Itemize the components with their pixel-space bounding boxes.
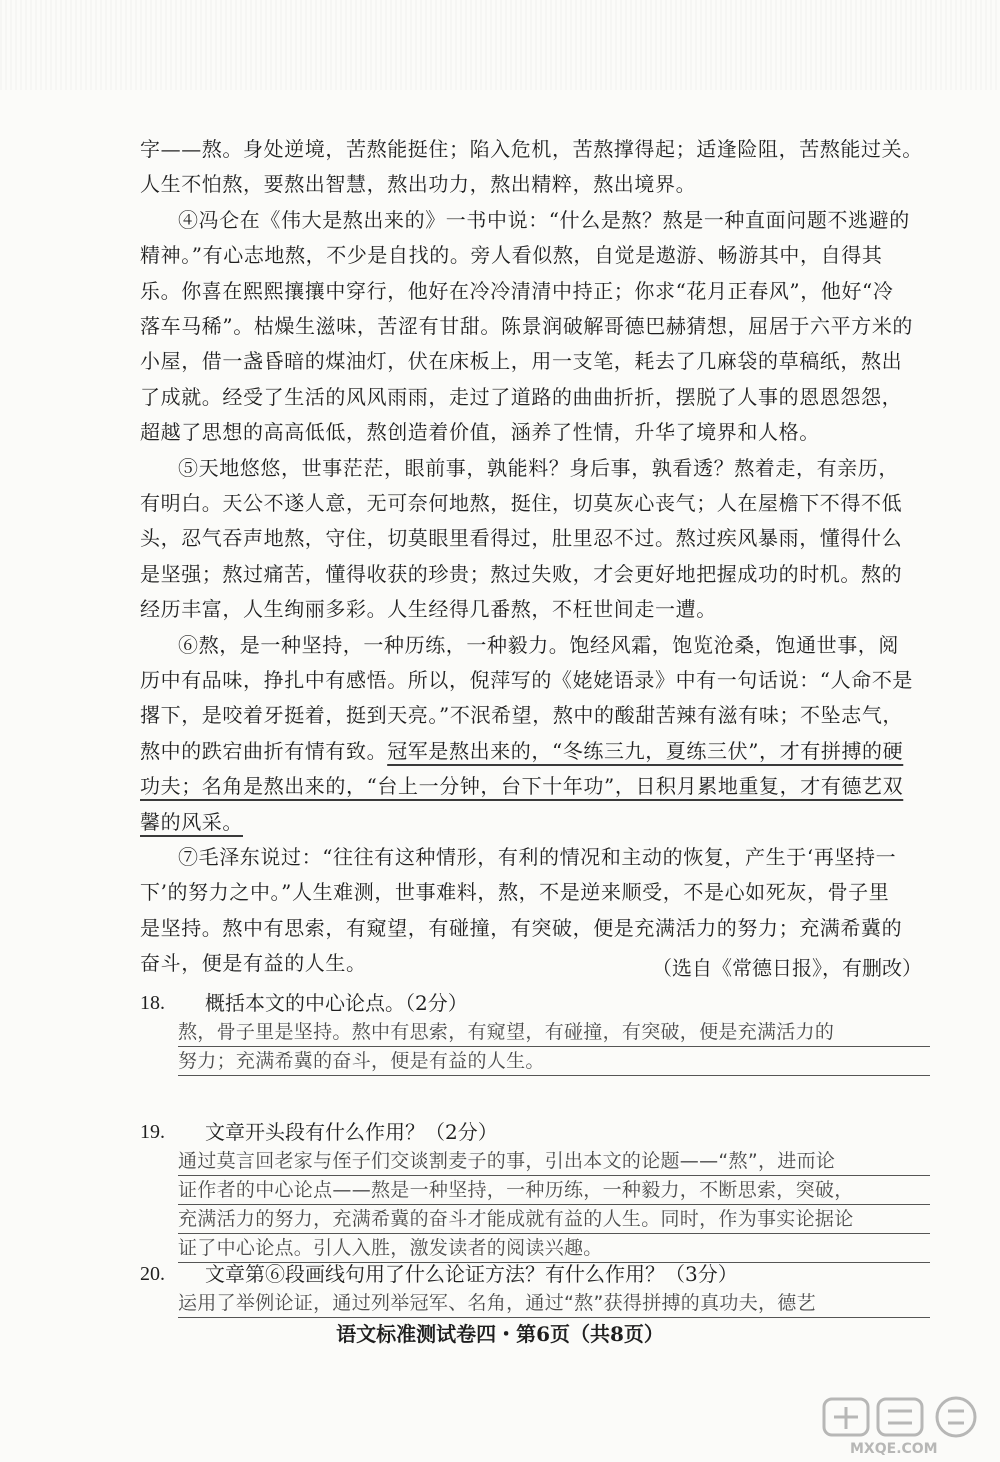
passage-line	[140, 874, 930, 910]
passage-text: 超越了思想的高高低低，熬创造着价值，涵养了性情，升华了境界和人格。	[140, 420, 820, 445]
passage-line	[140, 804, 930, 840]
question-text: 概括本文的中心论点。（2分）	[205, 991, 468, 1015]
passage-text: 熬中的跌宕曲折有情有致。	[140, 738, 388, 763]
passage-text: ⑥熬，是一种坚持，一种历练，一种毅力。饱经风霜，饱览沧桑，饱通世事，阅	[178, 632, 899, 657]
passage-text: 历中有品味，挣扎中有感悟。所以，倪萍写的《姥姥语录》中有一句话说：“人命不是	[140, 668, 914, 692]
passage-text: ⑦毛泽东说过：“往往有这种情形，有利的情况和主动的恢复，产生于‘再坚持一	[178, 845, 897, 869]
passage-text: 了成就。经受了生活的风风雨雨，走过了道路的曲曲折折，摆脱了人事的恩恩怨怨，	[140, 384, 903, 409]
passage-text: 人生不怕熬，要熬出智慧，熬出功力，熬出精粹，熬出境界。	[140, 172, 697, 197]
passage-text: 字——熬。身处逆境，苦熬能挺住；陷入危机，苦熬撑得起；适逢险阻，苦熬能过关。	[140, 137, 923, 161]
passage-text: ④冯仑在《伟大是熬出来的》一书中说：“什么是熬？熬是一种直面问题不逃避的	[178, 207, 910, 232]
watermark-logo	[820, 1395, 990, 1457]
passage-line	[140, 379, 930, 415]
passage-line	[140, 308, 930, 344]
passage-line	[178, 202, 930, 238]
passage-text: 小屋，借一盏昏暗的煤油灯，伏在床板上，用一支笔，耗去了几麻袋的草稿纸，熬出	[140, 349, 903, 374]
underlined-sentence: 冠军是熬出来的，“冬练三九，夏练三伏”，才有拼搏的硬	[387, 738, 904, 763]
passage-line	[140, 556, 930, 592]
passage-text: 撂下，是咬着牙挺着，挺到天亮。”不泯希望，熬中的酸甜苦辣有滋有味；不坠志气，	[140, 703, 904, 728]
passage-text: 乐。你喜在熙熙攘攘中穿行，他好在冷冷清清中持正；你求“花月正春风”，他好“冷	[140, 278, 894, 303]
passage-line	[140, 414, 930, 450]
passage-line	[140, 697, 930, 733]
source-citation: （选自《常德日报》，有删改）	[652, 956, 922, 980]
passage-line	[140, 733, 930, 769]
passage-line	[140, 591, 930, 627]
answer-line: 证了中心论点。引人入胜，激发读者的阅读兴趣。	[178, 1234, 930, 1263]
answer-line: 努力；充满希冀的奋斗，便是有益的人生。	[178, 1047, 930, 1076]
passage-line	[140, 662, 930, 698]
passage-text: 落车马稀”。枯燥生滋味，苦涩有甘甜。陈景润破解哥德巴赫猜想，屈居于六平方米的	[140, 314, 914, 338]
passage-line	[140, 520, 930, 556]
answer-line: 熬，骨子里是坚持。熬中有思索，有窥望，有碰撞，有突破，便是充满活力的	[178, 1018, 930, 1047]
question-number: 20.	[140, 1263, 165, 1285]
answer-line: 充满活力的努力，充满希冀的奋斗才能成就有益的人生。同时，作为事实论据论	[178, 1205, 930, 1234]
passage-line	[140, 131, 930, 167]
passage-line	[140, 166, 930, 202]
passage-text: 下’的努力之中。”人生难测，世事难料，熬，不是逆来顺受，不是心如死灰，骨子里	[140, 880, 890, 905]
passage-text: 是坚持。熬中有思索，有窥望，有碰撞，有突破，便是充满活力的努力；充满希冀的	[140, 915, 903, 940]
answer-line: 运用了举例论证，通过列举冠军、名角，通过“熬”获得拼搏的真功夫，德艺	[178, 1289, 930, 1318]
question-number: 19.	[140, 1121, 165, 1143]
passage-line	[140, 343, 930, 379]
svg-text:MXQE.COM: MXQE.COM	[850, 1441, 938, 1457]
passage-text: 奋斗，便是有益的人生。	[140, 951, 367, 976]
passage-text: 经历丰富，人生绚丽多彩。人生经得几番熬，不枉世间走一遭。	[140, 597, 717, 622]
underlined-sentence: 功夫；名角是熬出来的，“台上一分钟，台下十年功”，日积月累地重复，才有德艺双	[140, 774, 904, 799]
passage-line	[178, 627, 930, 663]
question-number: 18.	[140, 992, 165, 1014]
passage-line	[140, 768, 930, 804]
passage-line	[140, 485, 930, 521]
answer-line: 通过莫言回老家与侄子们交谈割麦子的事，引出本文的论题——“熬”，进而论	[178, 1147, 930, 1176]
passage-text: 是坚强；熬过痛苦，懂得收获的珍贵；熬过失败，才会更好地把握成功的时机。熬的	[140, 561, 903, 586]
passage-text: 精神。”有心志地熬，不少是自找的。旁人看似熬，自觉是遨游、畅游其中，自得其	[140, 243, 883, 268]
page-footer: 语文标准测试卷四・第6页（共8页）	[336, 1322, 664, 1346]
passage-line	[178, 839, 930, 875]
passage-line	[140, 237, 930, 273]
passage-line	[140, 273, 930, 309]
scan-noise	[0, 0, 1000, 90]
passage-text: ⑤天地悠悠，世事茫茫，眼前事，孰能料？身后事，孰看透？熬着走，有亲历，	[178, 455, 899, 480]
answer-line: 证作者的中心论点——熬是一种坚持，一种历练，一种毅力，不断思索，突破，	[178, 1176, 930, 1205]
passage-text: 有明白。天公不遂人意，无可奈何地熬，挺住，切莫灰心丧气；人在屋檐下不得不低	[140, 491, 903, 515]
passage-line	[178, 450, 930, 486]
underlined-sentence: 馨的风采。	[140, 809, 243, 834]
passage-line	[140, 910, 930, 946]
question-text: 文章第⑥段画线句用了什么论证方法？有什么作用？（3分）	[205, 1262, 738, 1286]
passage-text: 头，忍气吞声地熬，守住，切莫眼里看得过，肚里忍不过。熬过疾风暴雨，懂得什么	[140, 526, 903, 551]
question-text: 文章开头段有什么作用？（2分）	[205, 1120, 498, 1144]
